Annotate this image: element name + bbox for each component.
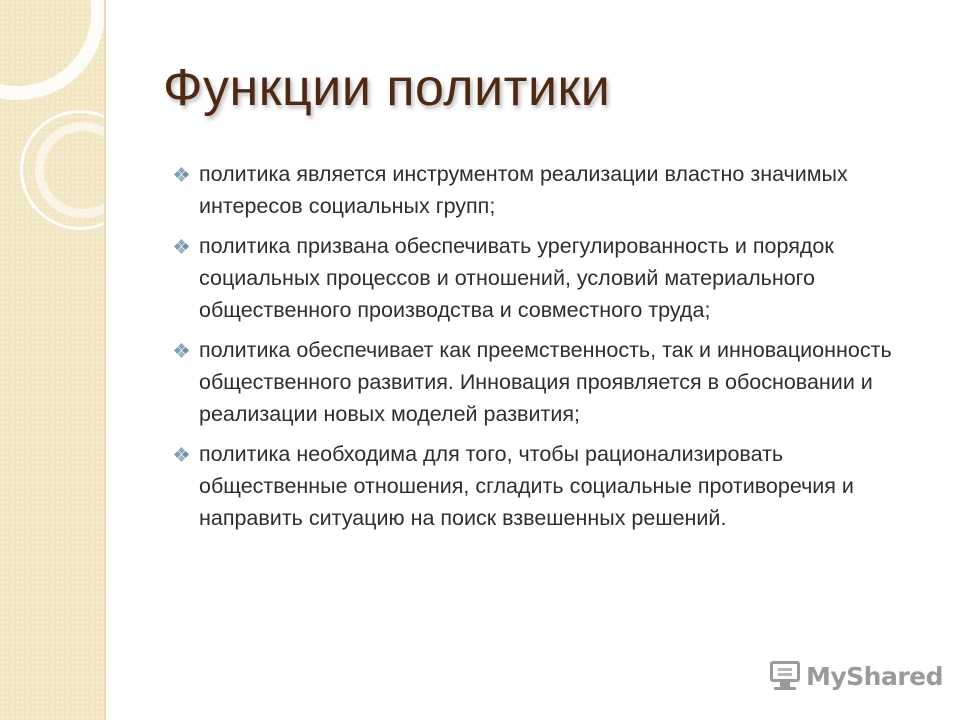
bullet-text: политика является инструментом реализации властно значимых интересов социальных групп;	[199, 162, 848, 218]
diamond-bullet-icon	[174, 343, 188, 357]
bullet-list	[172, 158, 912, 542]
diamond-bullet-icon	[174, 447, 188, 461]
decorative-side-band	[0, 0, 106, 720]
slide-title: Функции политики	[163, 59, 611, 117]
diamond-bullet-icon	[174, 167, 188, 181]
monitor-icon	[768, 661, 802, 691]
decorative-ring	[0, 0, 105, 100]
bullet-text: политика необходима для того, чтобы рационализировать общественные отношения, сгладить социальные противоречия и направить ситуацию на поиск взвешенных решений.	[199, 442, 854, 530]
bullet-text: политика призвана обеспечивать урегулированность и порядок социальных процессов и отношений, условий материального общественного производства и совместного труда;	[199, 234, 834, 322]
diamond-bullet-icon	[174, 239, 188, 253]
bullet-item	[172, 158, 912, 222]
bullet-item	[172, 230, 912, 326]
watermark-text: MyShared	[806, 661, 944, 691]
bullet-item	[172, 334, 912, 430]
myshared-watermark	[768, 656, 943, 696]
bullet-text: политика обеспечивает как преемственность, так и инновационность общественного развития. Инновация проявляется в обосновании и реализации новых моделей развития;	[199, 338, 892, 426]
side-band-edge	[104, 0, 106, 720]
bullet-item	[172, 438, 912, 534]
